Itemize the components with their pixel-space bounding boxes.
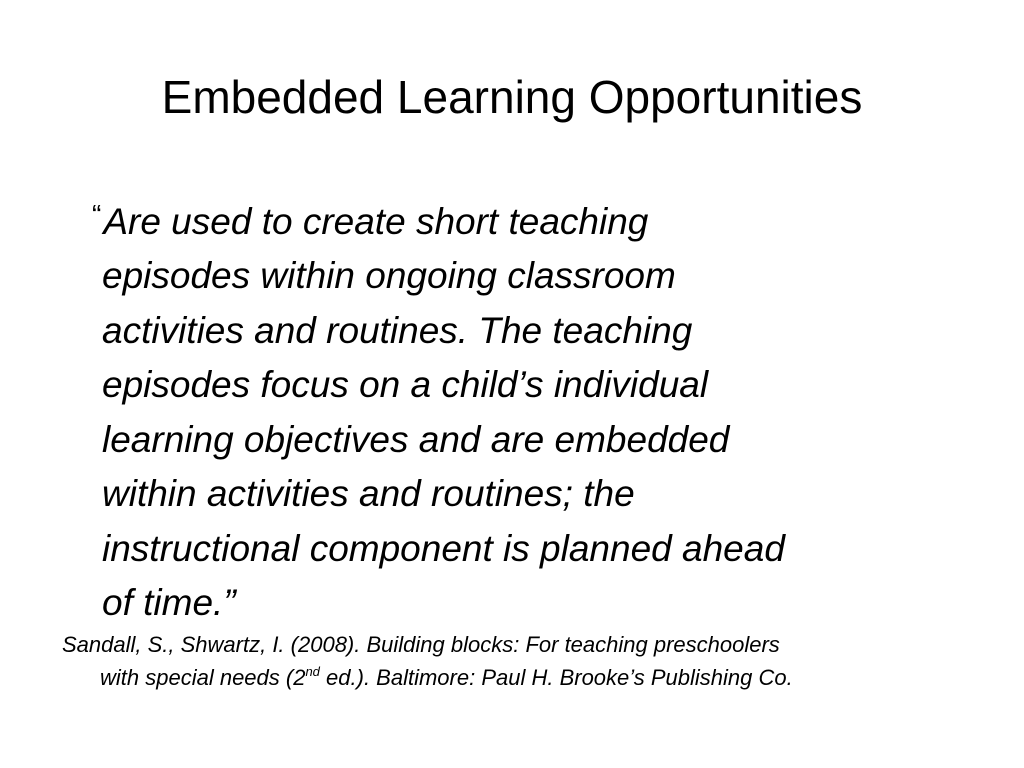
quote-line: within activities and routines; the: [102, 473, 635, 515]
quote-open-mark: “: [92, 199, 102, 230]
quote-line-text: Are used to create short teaching: [103, 200, 649, 242]
quote-line: of time.”: [102, 582, 236, 624]
citation-text-before-superscript: with special needs (2: [100, 665, 306, 690]
quote-block: [92, 188, 982, 631]
slide-title: Embedded Learning Opportunities: [161, 71, 863, 123]
quote-line: activities and routines. The teaching: [102, 309, 693, 351]
citation-text-after-superscript: ed.). Baltimore: Paul H. Brooke’s Publishing Co.: [319, 665, 793, 690]
edition-superscript: nd: [305, 664, 320, 679]
quote-line: instructional component is planned ahead: [102, 527, 785, 569]
quote-line: episodes focus on a child’s individual: [102, 364, 709, 406]
quote-line: [92, 188, 982, 249]
citation-line-2: [62, 661, 1002, 694]
quote-line: learning objectives and are embedded: [102, 418, 730, 460]
quote-line: episodes within ongoing classroom: [102, 255, 676, 297]
citation: [62, 628, 1002, 694]
citation-line-1: Sandall, S., Shwartz, I. (2008). Building blocks: For teaching preschoolers: [62, 632, 780, 657]
